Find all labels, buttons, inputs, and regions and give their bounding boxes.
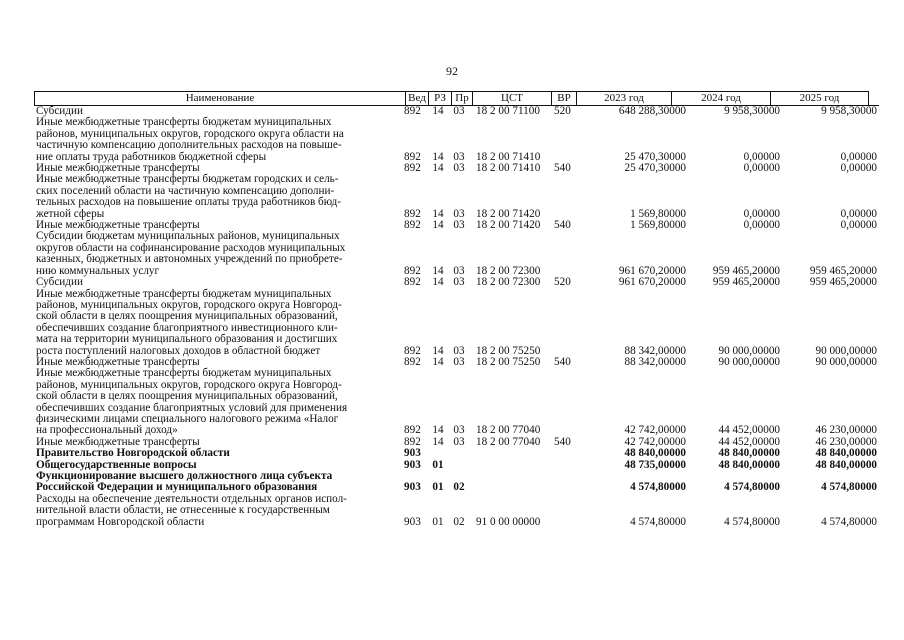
- row-2023: 961 670,20000: [618, 264, 686, 277]
- row-ved: 892: [404, 264, 421, 277]
- row-rz: 14: [432, 150, 444, 163]
- row-2025: 48 840,00000: [815, 447, 877, 460]
- row-vr: 520: [554, 276, 571, 289]
- row-pr: 03: [453, 219, 465, 232]
- row-name: Иные межбюджетные трансферты: [36, 219, 200, 232]
- row-ved: 903: [404, 481, 421, 494]
- row-name: Общегосударственные вопросы: [36, 458, 197, 471]
- row-rz: 14: [432, 344, 444, 357]
- table-row: [34, 368, 879, 436]
- row-rz: 01: [432, 481, 444, 494]
- row-rz: 14: [432, 424, 444, 437]
- header-2023: 2023 год: [576, 91, 672, 105]
- row-2023: 42 742,00000: [624, 435, 686, 448]
- row-2025: 4 574,80000: [821, 515, 877, 528]
- row-2025: 0,00000: [840, 219, 877, 232]
- row-vr: 520: [554, 105, 571, 117]
- row-pr: 03: [453, 162, 465, 175]
- row-2024: 9 958,30000: [724, 105, 780, 117]
- row-pr: 03: [453, 424, 465, 437]
- row-2024: 4 574,80000: [724, 515, 780, 528]
- row-2024: 90 000,00000: [718, 344, 780, 357]
- row-2025: 90 000,00000: [815, 355, 877, 368]
- row-vr: 540: [554, 355, 571, 368]
- row-pr: 03: [453, 105, 465, 117]
- row-2025: 9 958,30000: [821, 105, 877, 117]
- row-2024: 48 840,00000: [718, 447, 780, 460]
- header-name: Наименование: [34, 91, 406, 105]
- header-cst: ЦСТ: [472, 91, 552, 105]
- row-pr: 03: [453, 344, 465, 357]
- row-name: Иные межбюджетные трансферты: [36, 162, 200, 175]
- header-pr: Пр: [451, 91, 473, 105]
- row-ved: 903: [404, 515, 421, 528]
- row-name: Иные межбюджетные трансферты: [36, 435, 200, 448]
- row-vr: 540: [554, 219, 571, 232]
- row-name: Иные межбюджетные трансферты: [36, 355, 200, 368]
- row-rz: 01: [432, 515, 444, 528]
- row-pr: 03: [453, 150, 465, 163]
- table-row: [34, 174, 879, 220]
- row-2025: 0,00000: [840, 150, 877, 163]
- row-pr: 02: [453, 481, 465, 494]
- row-2023: 1 569,80000: [630, 207, 686, 220]
- row-ved: 892: [404, 424, 421, 437]
- row-cst: 18 2 00 71410: [476, 162, 541, 175]
- row-rz: 14: [432, 162, 444, 175]
- row-2023: 48 735,00000: [624, 458, 686, 471]
- row-2025: 46 230,00000: [815, 435, 877, 448]
- row-cst: 18 2 00 77040: [476, 435, 541, 448]
- row-ved: 903: [404, 447, 421, 460]
- row-ved: 892: [404, 355, 421, 368]
- row-2023: 4 574,80000: [630, 481, 686, 494]
- row-2023: 48 840,00000: [624, 447, 686, 460]
- row-2023: 42 742,00000: [624, 424, 686, 437]
- row-2024: 959 465,20000: [712, 276, 780, 289]
- row-ved: 892: [404, 207, 421, 220]
- row-cst: 91 0 00 00000: [476, 515, 541, 528]
- row-cst: 18 2 00 71410: [476, 150, 541, 163]
- row-2024: 959 465,20000: [712, 264, 780, 277]
- row-name: Функционирование высшего должностного лица субъекта Российской Федерации и муниципального образования: [36, 470, 333, 494]
- row-2023: 88 342,00000: [624, 355, 686, 368]
- row-2023: 961 670,20000: [618, 276, 686, 289]
- row-pr: 03: [453, 435, 465, 448]
- header-2024: 2024 год: [671, 91, 771, 105]
- page-number: 92: [446, 64, 458, 78]
- row-rz: 14: [432, 355, 444, 368]
- row-2023: 4 574,80000: [630, 515, 686, 528]
- row-name: Субсидии: [36, 105, 83, 117]
- row-name: Правительство Новгородской области: [36, 447, 230, 460]
- row-name: Субсидии бюджетам муниципальных районов, муниципальных округов области на софинансирование расходов муниципальных казенных, бюджетных и автономных учреждений по приобрете- нию коммунальных услуг: [36, 230, 346, 277]
- row-cst: 18 2 00 72300: [476, 276, 541, 289]
- row-2023: 88 342,00000: [624, 344, 686, 357]
- row-rz: 01: [432, 458, 444, 471]
- row-2025: 959 465,20000: [809, 276, 877, 289]
- header-2025: 2025 год: [770, 91, 869, 105]
- row-name: Иные межбюджетные трансферты бюджетам муниципальных районов, муниципальных округов, городского округа Новгород- ской области в целях поощрения муниципальных образований, обеспечивших создание благоприятного инвестиционного кли- мата на территории муниципального образования и достигших роста поступлений налоговых доходов в областной бюджет: [36, 287, 342, 357]
- row-2024: 44 452,00000: [718, 424, 780, 437]
- row-pr: 02: [453, 515, 465, 528]
- row-cst: 18 2 00 71420: [476, 207, 541, 220]
- row-cst: 18 2 00 71100: [476, 105, 540, 117]
- row-2025: 90 000,00000: [815, 344, 877, 357]
- row-name: Иные межбюджетные трансферты бюджетам городских и сель- ских поселений области на частичную компенсацию дополни- тельных расходов на повышение оплаты труда работников бюд- жетной сферы: [36, 173, 341, 220]
- row-ved: 892: [404, 162, 421, 175]
- table-row: [34, 448, 879, 459]
- header-ved: Вед: [405, 91, 429, 105]
- row-2024: 44 452,00000: [718, 435, 780, 448]
- row-cst: 18 2 00 71420: [476, 219, 541, 232]
- table-row: [34, 289, 879, 357]
- budget-table: [34, 91, 879, 528]
- row-2025: 0,00000: [840, 162, 877, 175]
- row-cst: 18 2 00 77040: [476, 424, 541, 437]
- row-2023: 25 470,30000: [624, 150, 686, 163]
- row-ved: 892: [404, 276, 421, 289]
- table-row: [34, 471, 879, 494]
- table-row: [34, 231, 879, 277]
- row-rz: 14: [432, 207, 444, 220]
- row-name: Иные межбюджетные трансферты бюджетам муниципальных районов, муниципальных округов, городского округа Новгород- ской области в целях поощрения муниципальных образований, обеспечивших создание благоприятных условий для применения физическими лицами специального налогового режима «Налог на профессиональный доход»: [36, 367, 348, 437]
- row-2024: 4 574,80000: [724, 481, 780, 494]
- row-pr: 03: [453, 207, 465, 220]
- row-2024: 0,00000: [743, 219, 780, 232]
- row-2023: 648 288,30000: [618, 105, 686, 117]
- row-cst: 18 2 00 75250: [476, 355, 541, 368]
- row-2025: 46 230,00000: [815, 424, 877, 437]
- row-pr: 03: [453, 264, 465, 277]
- row-2024: 90 000,00000: [718, 355, 780, 368]
- row-2024: 0,00000: [743, 162, 780, 175]
- row-name: Субсидии: [36, 276, 83, 289]
- row-ved: 892: [404, 435, 421, 448]
- row-cst: 18 2 00 72300: [476, 264, 541, 277]
- row-pr: 03: [453, 355, 465, 368]
- table-header: [34, 91, 879, 106]
- row-2025: 0,00000: [840, 207, 877, 220]
- row-2025: 48 840,00000: [815, 458, 877, 471]
- row-pr: 03: [453, 276, 465, 289]
- row-2025: 4 574,80000: [821, 481, 877, 494]
- row-rz: 14: [432, 105, 444, 117]
- row-2023: 1 569,80000: [630, 219, 686, 232]
- header-vr: ВР: [551, 91, 577, 105]
- table-row: [34, 494, 879, 528]
- row-rz: 14: [432, 435, 444, 448]
- row-2024: 0,00000: [743, 150, 780, 163]
- row-name: Иные межбюджетные трансферты бюджетам муниципальных районов, муниципальных округов, городского округа области на частичную компенсацию дополнительных расходов на повыше- ние оплаты труда работников бюджетной сферы: [36, 116, 344, 163]
- table-body: [34, 106, 879, 528]
- row-ved: 903: [404, 458, 421, 471]
- row-vr: 540: [554, 435, 571, 448]
- header-rz: РЗ: [428, 91, 452, 105]
- row-name: Расходы на обеспечение деятельности отдельных органов испол- нительной власти области, не отнесенные к государственным программам Новгородской области: [36, 492, 347, 528]
- row-2025: 959 465,20000: [809, 264, 877, 277]
- row-2024: 0,00000: [743, 207, 780, 220]
- row-rz: 14: [432, 219, 444, 232]
- row-ved: 892: [404, 150, 421, 163]
- row-cst: 18 2 00 75250: [476, 344, 541, 357]
- row-ved: 892: [404, 105, 421, 117]
- row-vr: 540: [554, 162, 571, 175]
- row-ved: 892: [404, 219, 421, 232]
- row-ved: 892: [404, 344, 421, 357]
- row-2023: 25 470,30000: [624, 162, 686, 175]
- table-row: [34, 277, 879, 288]
- table-row: [34, 117, 879, 163]
- row-2024: 48 840,00000: [718, 458, 780, 471]
- row-rz: 14: [432, 276, 444, 289]
- row-rz: 14: [432, 264, 444, 277]
